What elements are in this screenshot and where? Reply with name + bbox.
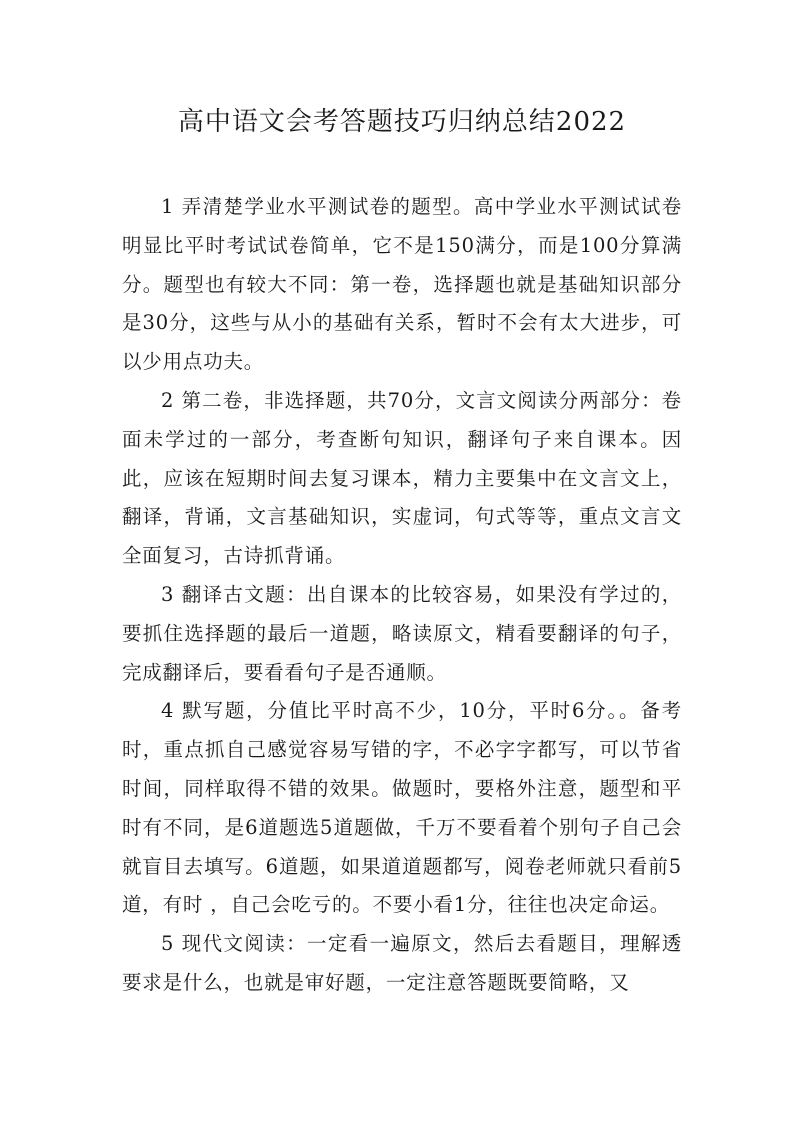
- paragraph-4: 4 默写题，分值比平时高不少，10分，平时6分。。备考时，重点抓自己感觉容易写错的字，不必字字都写，可以节省时间，同样取得不错的效果。做题时，要格外注意，题型和平时有不同，是6道题选5道题做，千万不要看着个别句子自己会就盲目去填写。6道题，如果道道题都写，阅卷老师就只看前5道，有时 ，自己会吃亏的。不要小看1分，往往也决定命运。: [122, 699, 682, 917]
- paragraph-1: 1 弄清楚学业水平测试卷的题型。高中学业水平测试试卷明显比平时考试试卷简单，它不是150满分，而是100分算满分。题型也有较大不同：第一卷，选择题也就是基础知识部分是30分，这些与从小的基础有关系，暂时不会有太大进步，可以少用点功夫。: [122, 195, 682, 374]
- paragraph-5: 5 现代文阅读：一定看一遍原文，然后去看题目，理解透要求是什么，也就是审好题，一定注意答题既要简略，又: [122, 932, 682, 994]
- document-body: [122, 188, 682, 1003]
- paragraph-3: 3 翻译古文题：出自课本的比较容易，如果没有学过的，要抓住选择题的最后一道题，略读原文，精看要翻译的句子，完成翻译后，要看看句子是否通顺。: [122, 582, 682, 684]
- paragraph-2: 2 第二卷，非选择题，共70分，文言文阅读分两部分：卷面未学过的一部分，考查断句知识，翻译句子来自课本。因此，应该在短期时间去复习课本，精力主要集中在文言文上，翻译，背诵，文言基础知识，实虚词，句式等等，重点文言文全面复习，古诗抓背诵。: [122, 388, 682, 568]
- document-title: 高中语文会考答题技巧归纳总结2022: [177, 107, 627, 137]
